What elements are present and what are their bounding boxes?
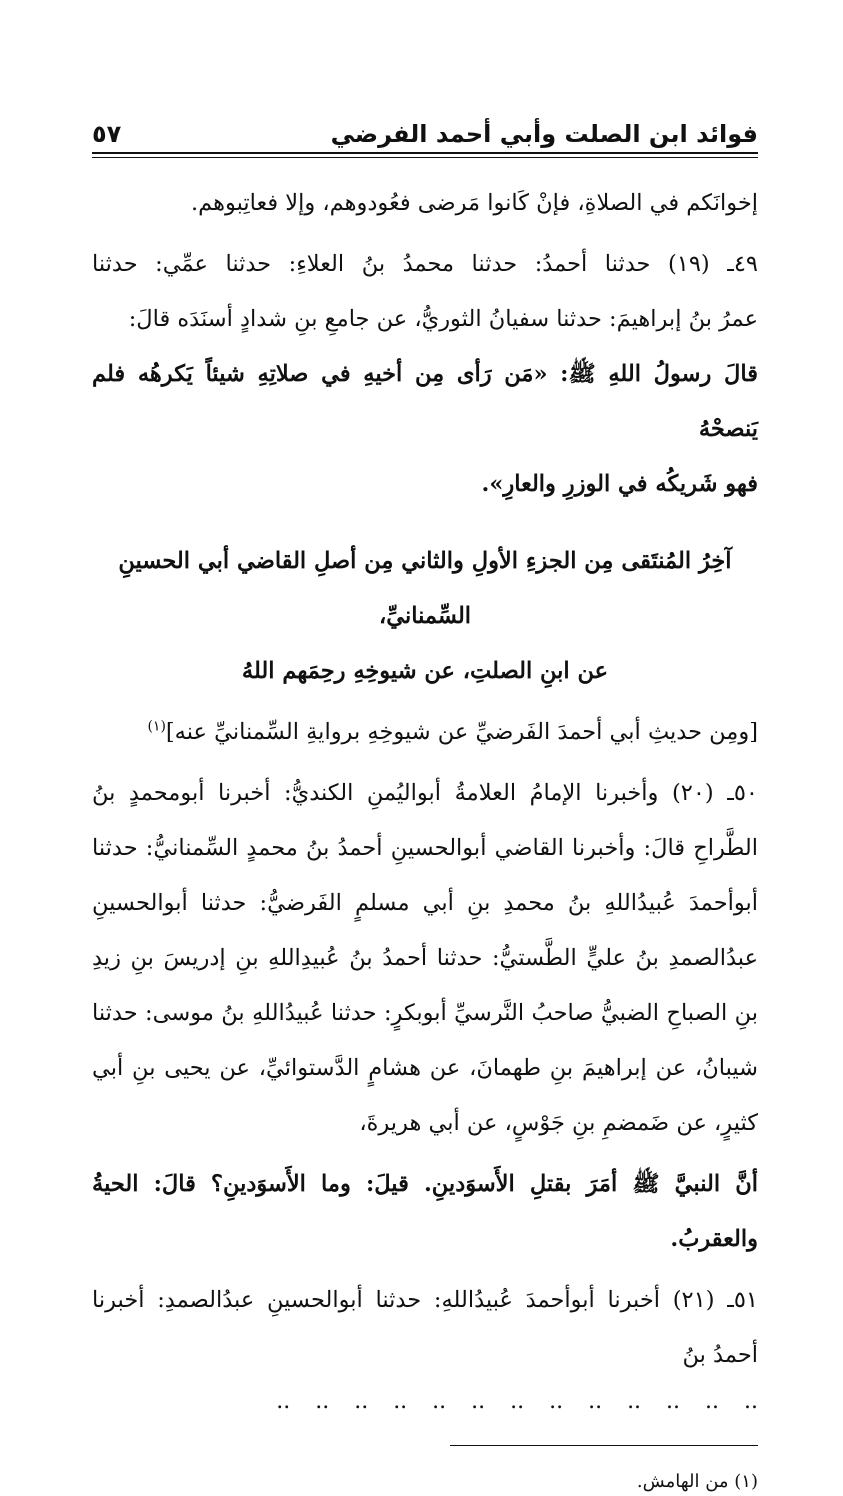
footnote-1: (١) من الهامش. xyxy=(636,1471,758,1492)
book-page xyxy=(92,108,758,1496)
section-heading-farradi xyxy=(92,705,758,760)
colophon-line-2: عن ابنِ الصلتِ، عن شيوخِهِ رحِمَهم اللهُ xyxy=(241,658,609,684)
footnote-ref-1: (١) xyxy=(147,718,166,735)
header-rule-thin xyxy=(92,157,758,158)
page-number: ٥٧ xyxy=(92,120,122,148)
colophon-line-1: آخِرُ المُنتَقى مِن الجزءِ الأولِ والثاني مِن أصلِ القاضي أبي الحسينِ السِّمنانيِّ، xyxy=(118,548,732,629)
paragraph-isnad-50: ٥٠ـ (٢٠) وأخبرنا الإمامُ العلامةُ أبواليُمنِ الكنديُّ: أخبرنا أبومحمدٍ بنُ الطَّراحِ قالَ: وأخبرنا القاضي أبوالحسينِ أحمدُ بنُ محمدٍ السِّمنانيُّ: حدثنا أبوأحمدَ عُبيدُاللهِ بنُ محمدِ بنِ أبي مسلمٍ الفَرضيُّ: حدثنا أبوالحسينِ عبدُالصمدِ بنُ عليٍّ الطَّستيُّ: حدثنا أحمدُ بنُ عُبيدِاللهِ بنِ إدريسَ بنِ زيدِ بنِ الصباحِ الضبيُّ صاحبُ النَّرسيِّ أبوبكرٍ: حدثنا عُبيدُاللهِ بنُ موسى: حدثنا شيبانُ، عن إبراهيمَ بنِ طهمانَ، عن هشامٍ الدَّستوائيِّ، عن يحيى بنِ أبي كثيرٍ، عن ضَمضمِ بنِ جَوْسٍ، عن أبي هريرةَ، xyxy=(92,780,759,1136)
section-heading-text: [ومِن حديثِ أبي أحمدَ الفَرضيِّ عن شيوخِهِ بروايةِ السِّمنانيِّ عنه] xyxy=(165,719,758,745)
isnad-49-line-1: ٤٩ـ (١٩) حدثنا أحمدُ: حدثنا محمدُ بنُ العلاءِ: حدثنا عمِّي: حدثنا xyxy=(92,251,758,277)
hadith-matn-49-end: فهو شَريكُه في الوزرِ والعارِ». xyxy=(481,471,758,497)
paragraph-isnad-51: ٥١ـ (٢١) أخبرنا أبوأحمدَ عُبيدُاللهِ: حدثنا أبوالحسينِ عبدُالصمدِ: أخبرنا أحمدُ بنُ xyxy=(92,1287,758,1368)
running-header xyxy=(92,108,758,146)
paragraph-isnad-49 xyxy=(92,237,758,292)
page-body xyxy=(92,176,758,1421)
hadith-matn-50: أنَّ النبيَّ ﷺ أمَرَ بقتلِ الأَسوَدينِ. قيلَ: وما الأَسوَدينِ؟ قالَ: الحيةُ والعقربُ. xyxy=(92,1171,758,1252)
hadith-matn-49 xyxy=(92,347,758,457)
paragraph-closing-hadith: إخوانَكم في الصلاةِ، فإنْ كَانوا مَرضى فعُودوهم، وإلا فعاتِبوهم. xyxy=(191,190,758,216)
elision-dots: .. .. .. .. .. .. .. .. .. .. .. .. .. xyxy=(276,1389,758,1414)
header-rule-thick xyxy=(92,152,758,154)
matn-49-line-1: قالَ رسولُ اللهِ ﷺ: «مَن رَأى مِن أخيهِ في صلاتِهِ شيئاً يَكرهُه فلم يَنصحْهُ xyxy=(92,361,758,442)
paragraph-isnad-49-cont: عمرُ بنُ إبراهيمَ: حدثنا سفيانُ الثوريُّ، عن جامعِ بنِ شدادٍ أسنَدَه قالَ: xyxy=(128,306,758,332)
running-title: فوائد ابن الصلت وأبي أحمد الفرضي xyxy=(330,120,758,148)
footnote-divider xyxy=(450,1445,758,1446)
